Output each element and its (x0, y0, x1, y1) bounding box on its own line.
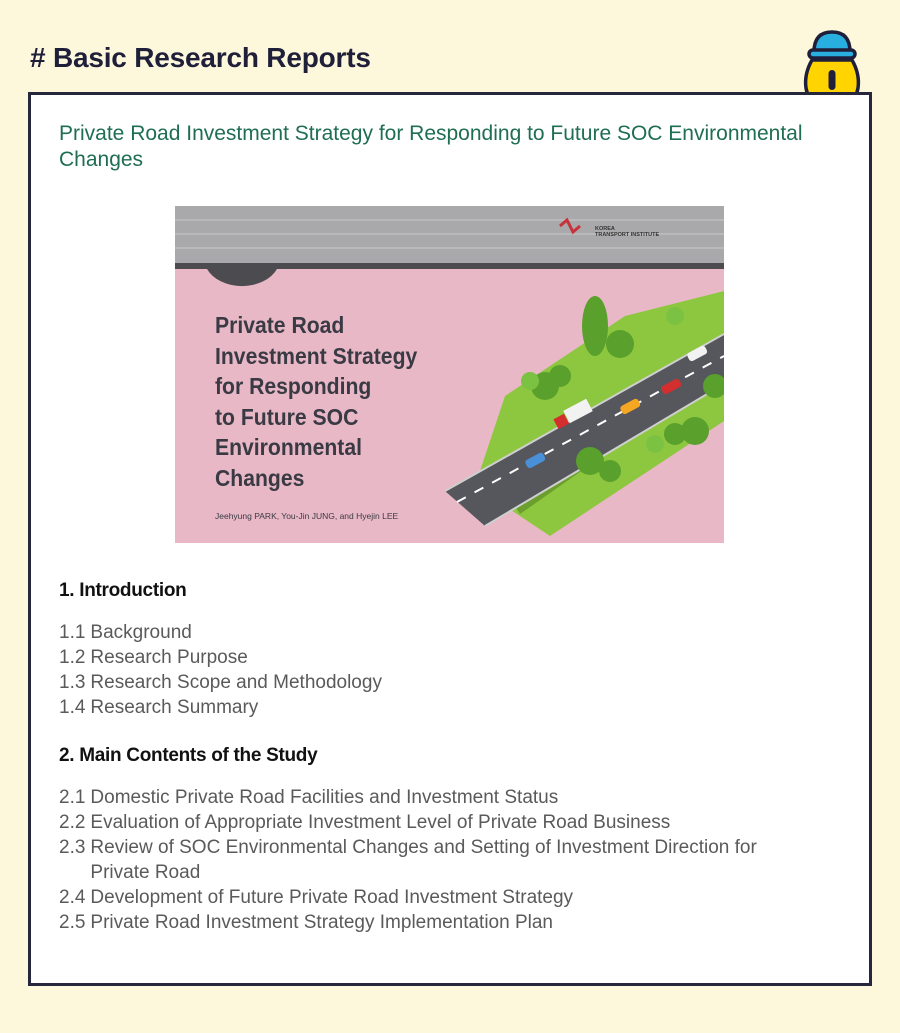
list-item (59, 885, 819, 910)
page-heading: # Basic Research Reports (30, 42, 371, 73)
introduction-list (59, 620, 819, 720)
item-number: 2.2 (59, 812, 86, 833)
item-text: Domestic Private Road Facilities and Investment Status (90, 787, 559, 808)
section-title-main-contents: 2. Main Contents of the Study (59, 745, 318, 766)
report-cover-image[interactable] (175, 206, 724, 543)
list-item (59, 620, 819, 645)
section-title-introduction: 1. Introduction (59, 580, 187, 601)
item-number: 2.3 (59, 837, 86, 858)
item-number: 2.4 (59, 887, 86, 908)
cover-publisher-line: KOREA (595, 226, 615, 232)
cover-title-line: Changes (215, 464, 305, 491)
main-contents-list (59, 785, 819, 935)
list-item (59, 645, 819, 670)
item-text: Research Scope and Methodology (90, 672, 382, 693)
cover-title-line: for Responding (215, 373, 372, 399)
cover-title-line: Investment Strategy (215, 342, 418, 369)
cover-authors: Jeehyung PARK, You-Jin JUNG, and Hyejin LEE (215, 511, 399, 521)
item-number: 2.5 (59, 912, 86, 933)
cover-title-line: Private Road (215, 312, 345, 338)
list-item (59, 810, 819, 835)
item-number: 1.2 (59, 647, 86, 668)
list-item (59, 785, 819, 810)
item-text: Background (90, 622, 192, 643)
item-text: Development of Future Private Road Investment Strategy (90, 887, 574, 908)
list-item (59, 670, 819, 695)
list-item (59, 835, 819, 885)
cover-publisher-line: TRANSPORT INSTITUTE (595, 232, 660, 238)
item-text: Evaluation of Appropriate Investment Level of Private Road Business (90, 812, 671, 833)
cover-publisher-logo (595, 226, 659, 238)
cover-title-line: Environmental (215, 434, 362, 460)
item-text: Research Summary (90, 697, 259, 718)
list-item (59, 695, 819, 720)
item-number: 1.3 (59, 672, 86, 693)
item-number: 2.1 (59, 787, 86, 808)
item-text: Research Purpose (90, 647, 248, 668)
report-card (28, 92, 872, 986)
cover-title (215, 310, 417, 493)
item-text: Review of SOC Environmental Changes and Setting of Investment Direction for Private Road (90, 837, 757, 883)
item-number: 1.4 (59, 697, 86, 718)
item-text: Private Road Investment Strategy Implementation Plan (90, 912, 553, 933)
report-title[interactable]: Private Road Investment Strategy for Responding to Future SOC Environmental Changes (59, 122, 803, 171)
item-number: 1.1 (59, 622, 86, 643)
cover-title-line: to Future SOC (215, 403, 359, 430)
list-item (59, 910, 819, 935)
